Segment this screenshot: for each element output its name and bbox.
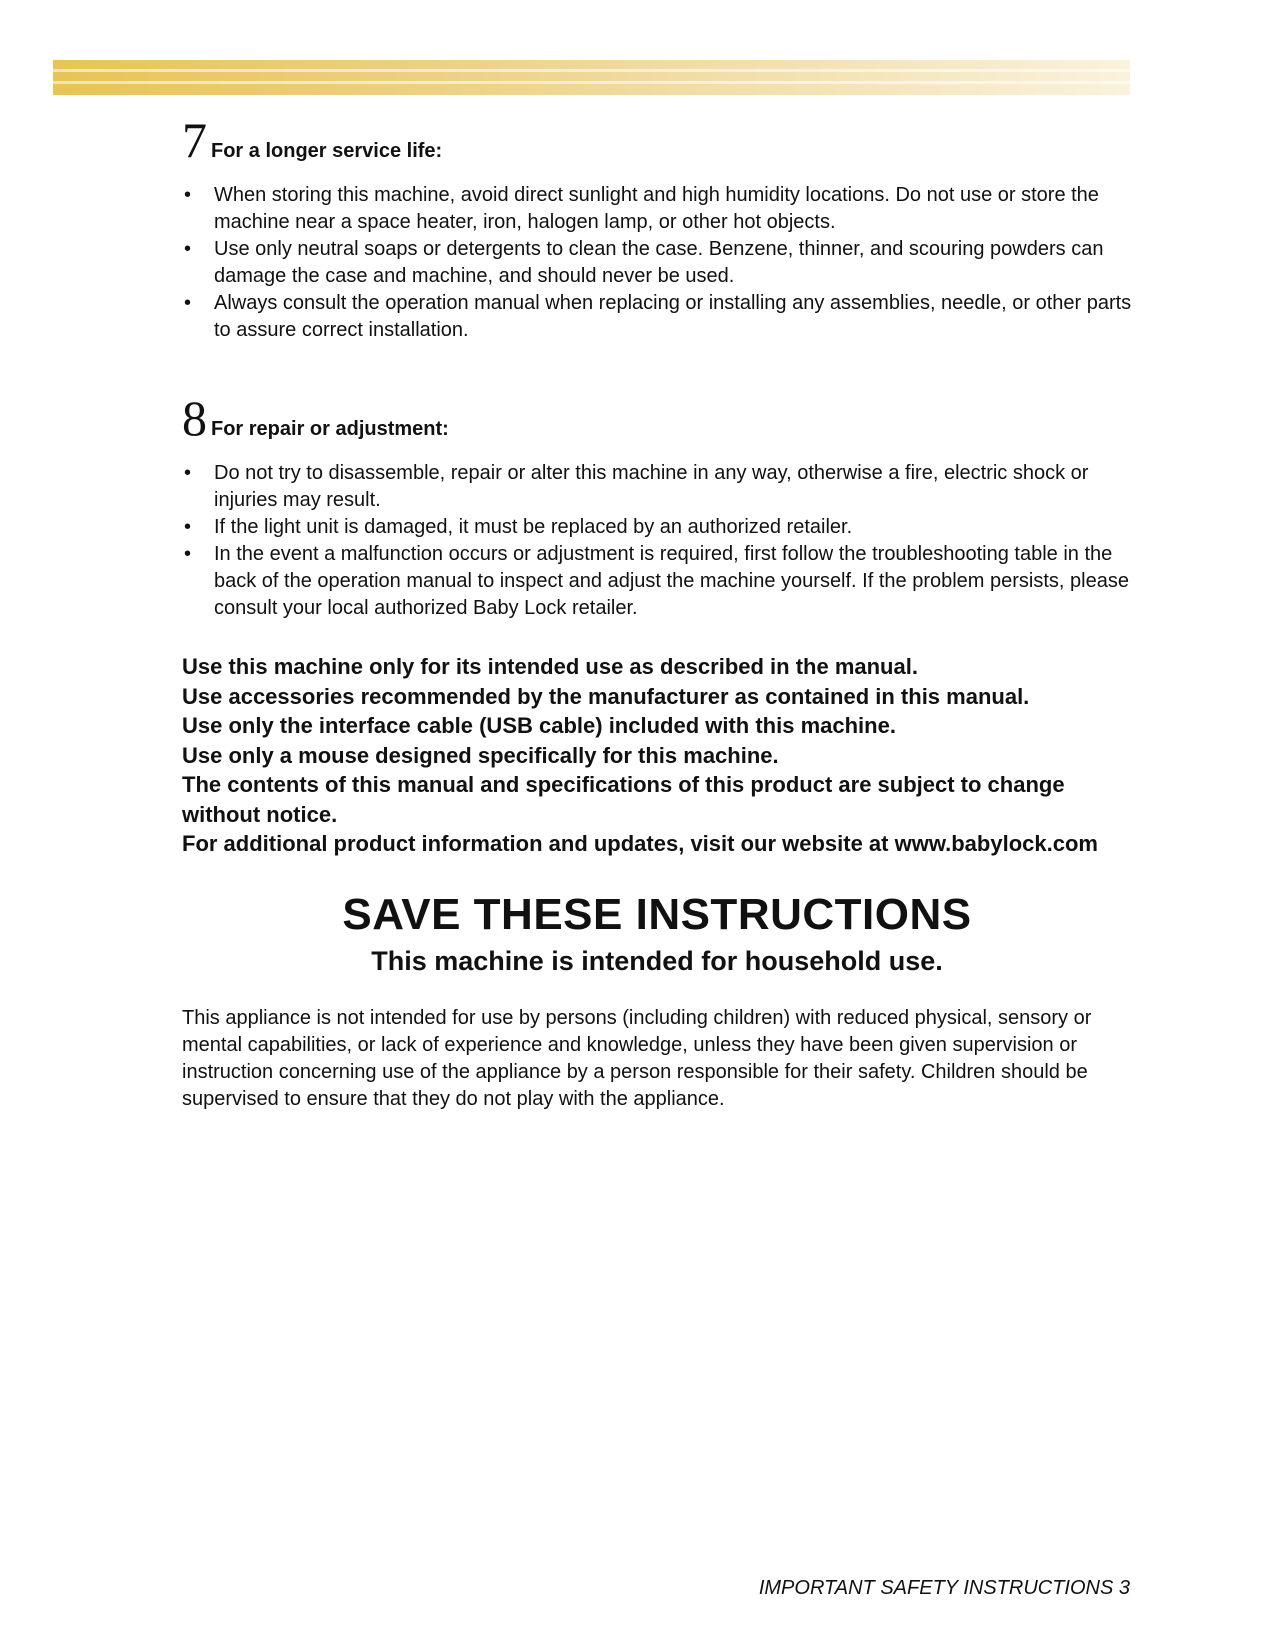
list-item	[182, 290, 1132, 344]
list-item-text: When storing this machine, avoid direct sunlight and high humidity locations. Do not use or store the machine near a space heater, iron, halogen lamp, or other hot objects.	[214, 184, 1099, 233]
bullet-list	[182, 182, 1132, 344]
list-item-text: Do not try to disassemble, repair or alter this machine in any way, otherwise a fire, electric shock or injuries may result.	[214, 462, 1089, 511]
section-number: 7	[182, 112, 207, 168]
disclaimer-paragraph: This appliance is not intended for use by persons (including children) with reduced physical, sensory or mental capabilities, or lack of experience and knowledge, unless they have been given supervision or instruction concerning use of the appliance by a person responsible for their safety. Children should be supervised to ensure that they do not play with the appliance.	[182, 1006, 1092, 1110]
list-item-text: Use only neutral soaps or detergents to clean the case. Benzene, thinner, and scouring powders can damage the case and machine, and should never be used.	[214, 238, 1104, 287]
band-highlight-stripe	[53, 69, 1130, 72]
list-item	[182, 182, 1132, 236]
list-item	[182, 236, 1132, 290]
list-item	[182, 460, 1132, 514]
notice-line: Use accessories recommended by the manufacturer as contained in this manual.	[182, 683, 1030, 709]
section-heading	[182, 390, 1132, 446]
section-7	[182, 112, 1132, 344]
list-item-text: In the event a malfunction occurs or adjustment is required, first follow the troubleshooting table in the back of the operation manual to inspect and adjust the machine yourself. If the problem persists, please consult your local authorized Baby Lock retailer.	[214, 543, 1129, 619]
list-item-text: Always consult the operation manual when replacing or installing any assemblies, needle, or other parts to assure correct installation.	[214, 292, 1132, 341]
list-item-text: If the light unit is damaged, it must be replaced by an authorized retailer.	[214, 516, 853, 538]
section-heading	[182, 112, 1132, 168]
notice-line: Use only the interface cable (USB cable) included with this machine.	[182, 713, 896, 738]
header-decorative-band	[53, 60, 1130, 95]
page-footer: IMPORTANT SAFETY INSTRUCTIONS 3	[758, 1577, 1130, 1599]
bullet-glyph: •	[184, 462, 192, 484]
notice-line: Use this machine only for its intended use as described in the manual.	[182, 654, 918, 679]
section-number: 8	[182, 390, 207, 446]
notice-line: For additional product information and updates, visit our website at www.babylock.com	[182, 831, 1098, 856]
notice-line: Use only a mouse designed specifically for this machine.	[182, 742, 779, 768]
bullet-list	[182, 460, 1132, 622]
usage-notices	[182, 652, 1132, 859]
bullet-glyph: •	[184, 543, 192, 565]
notice-line: The contents of this manual and specifications of this product are subject to change without notice.	[182, 772, 1065, 827]
list-item	[182, 514, 1132, 541]
section-8	[182, 390, 1132, 622]
bullet-glyph: •	[184, 238, 192, 260]
list-item	[182, 541, 1132, 622]
band-highlight-stripe	[53, 81, 1130, 84]
section-title: For repair or adjustment:	[211, 418, 449, 440]
page-content	[182, 112, 1132, 1133]
save-instructions-title: SAVE THESE INSTRUCTIONS	[342, 889, 972, 939]
household-use-subtitle: This machine is intended for household use.	[371, 945, 943, 976]
bullet-glyph: •	[184, 184, 192, 206]
bullet-glyph: •	[184, 516, 192, 538]
section-title: For a longer service life:	[211, 140, 443, 162]
bullet-glyph: •	[184, 292, 192, 314]
